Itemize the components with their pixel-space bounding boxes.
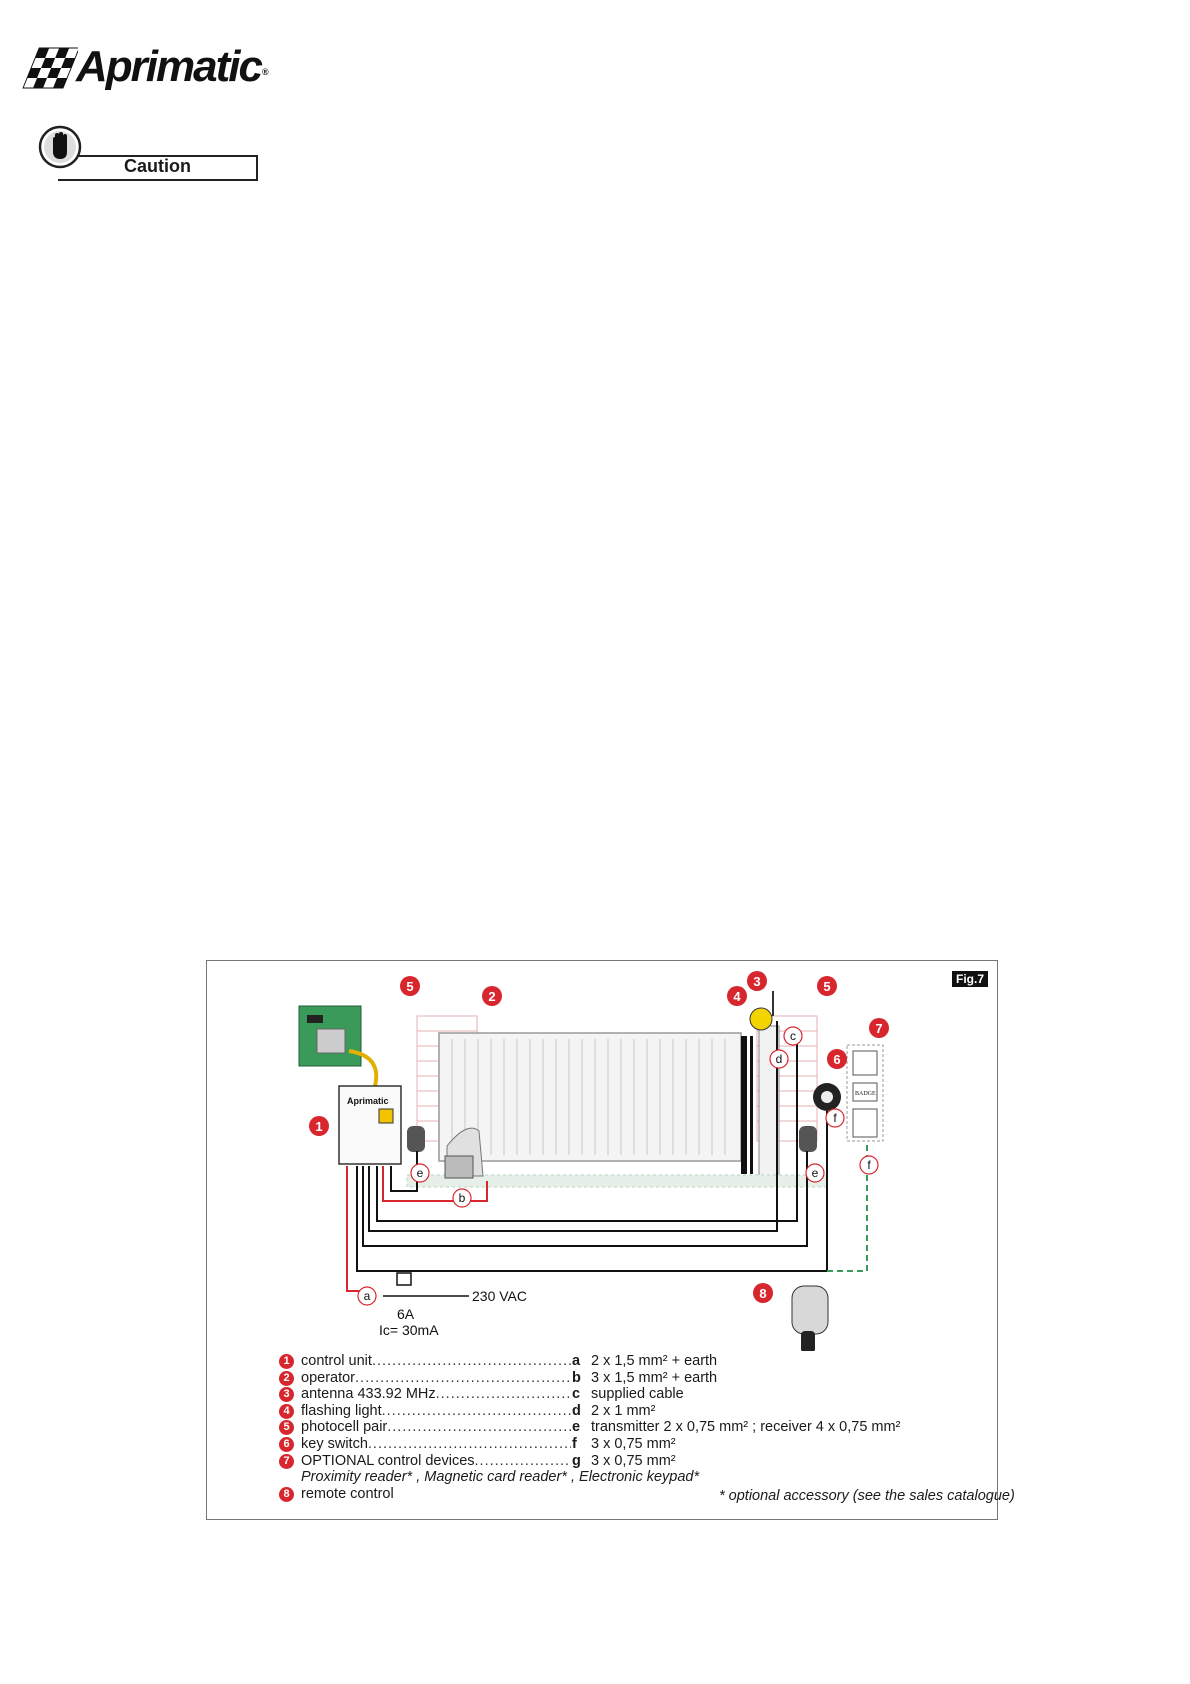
svg-text:e: e <box>416 1166 424 1180</box>
legend-spec: 2 x 1,5 mm² + earth <box>591 1353 718 1369</box>
legend-row <box>279 1370 979 1387</box>
svg-text:7: 7 <box>875 1021 883 1036</box>
optional-devices <box>847 1045 883 1141</box>
callout-d <box>770 1050 788 1068</box>
callout-3 <box>747 971 767 991</box>
legend-number: 1 <box>279 1354 294 1369</box>
panel-logo: Aprimatic <box>347 1096 389 1106</box>
aprimatic-logo <box>20 42 267 102</box>
svg-text:8: 8 <box>759 1286 767 1301</box>
svg-text:2: 2 <box>488 989 496 1004</box>
fuse-label: 6A <box>397 1306 415 1322</box>
svg-text:3: 3 <box>753 974 761 989</box>
callout-b <box>453 1189 471 1207</box>
legend-code: d <box>572 1402 581 1419</box>
figure-legend <box>279 1353 1015 1504</box>
callout-e-right <box>806 1164 824 1182</box>
photocell-right <box>799 1126 817 1152</box>
svg-text:5: 5 <box>406 979 414 994</box>
legend-code: a <box>572 1353 581 1369</box>
legend-item: OPTIONAL control devices ..... <box>301 1453 571 1470</box>
legend-number: 7 <box>279 1454 294 1469</box>
legend-item: antenna 433.92 MHz ..... <box>301 1386 571 1403</box>
callout-4 <box>727 986 747 1006</box>
legend-row <box>279 1436 979 1453</box>
legend-number: 3 <box>279 1387 294 1402</box>
svg-text:e: e <box>811 1166 819 1180</box>
callout-5-left <box>400 976 420 996</box>
legend-item: operator ..... <box>301 1370 571 1387</box>
flashing-light <box>750 1008 772 1030</box>
callout-f-key <box>826 1109 844 1127</box>
svg-text:1: 1 <box>315 1119 323 1134</box>
legend-row <box>279 1403 979 1420</box>
legend-item: remote control <box>301 1485 394 1502</box>
callout-f-optional <box>860 1156 878 1174</box>
legend-row <box>279 1419 979 1436</box>
legend-code: c <box>572 1386 581 1403</box>
svg-text:b: b <box>458 1191 466 1205</box>
svg-text:a: a <box>363 1289 371 1303</box>
ic-label: Ic= 30mA <box>379 1322 439 1338</box>
callout-6 <box>827 1049 847 1069</box>
legend-code: b <box>572 1369 581 1386</box>
wiring-diagram <box>207 961 997 1351</box>
legend-spec: 3 x 0,75 mm² <box>591 1452 676 1469</box>
voltage-label: 230 VAC <box>472 1288 527 1304</box>
legend-optional-row <box>279 1469 979 1486</box>
legend-code: f <box>572 1435 577 1452</box>
power-supply <box>383 1273 469 1296</box>
svg-text:5: 5 <box>823 979 831 994</box>
callout-1 <box>309 1116 329 1136</box>
figure-7 <box>206 960 1015 1520</box>
figure-tag: Fig.7 <box>952 971 988 987</box>
svg-text:f: f <box>867 1158 871 1172</box>
legend-row <box>279 1453 979 1470</box>
callout-e-left <box>411 1164 429 1182</box>
legend-row <box>279 1386 979 1403</box>
callout-2 <box>482 986 502 1006</box>
checkered-flag-icon <box>20 46 78 92</box>
svg-text:c: c <box>790 1029 796 1043</box>
svg-text:6: 6 <box>833 1052 841 1067</box>
legend-number: 6 <box>279 1437 294 1452</box>
legend-item: flashing light ..... <box>301 1403 571 1420</box>
caution-banner <box>38 125 260 183</box>
svg-text:f: f <box>833 1111 837 1125</box>
legend-item: key switch ..... <box>301 1436 571 1453</box>
callout-7 <box>869 1018 889 1038</box>
hand-stop-icon <box>38 125 84 171</box>
control-board <box>299 1006 376 1086</box>
callout-c <box>784 1027 802 1045</box>
legend-spec: supplied cable <box>591 1386 684 1403</box>
legend-spec: transmitter 2 x 0,75 mm² ; receiver 4 x 0,75 mm² <box>591 1419 901 1436</box>
svg-text:d: d <box>775 1052 783 1066</box>
legend-spec: 3 x 1,5 mm² + earth <box>591 1369 718 1386</box>
logo-wordmark: Aprimatic® <box>76 42 267 91</box>
badge-text: BADGE <box>855 1091 876 1097</box>
svg-text:4: 4 <box>733 989 741 1004</box>
callout-5-right <box>817 976 837 996</box>
legend-row <box>279 1353 979 1370</box>
legend-number: 4 <box>279 1404 294 1419</box>
control-box <box>339 1086 401 1164</box>
legend-spec: 2 x 1 mm² <box>591 1402 656 1419</box>
legend-number: 2 <box>279 1371 294 1386</box>
optional-devices-list: Proximity reader* , Magnetic card reader* , Electronic keypad* <box>301 1469 700 1486</box>
callout-8 <box>753 1283 773 1303</box>
legend-spec: 3 x 0,75 mm² <box>591 1435 676 1452</box>
legend-item: photocell pair ..... <box>301 1419 571 1436</box>
caution-label: Caution <box>124 156 191 176</box>
legend-code: e <box>572 1419 581 1436</box>
legend-row <box>279 1485 1015 1504</box>
photocell-left <box>407 1126 425 1152</box>
optional-accessory-note: * optional accessory (see the sales catalogue) <box>719 1487 1015 1504</box>
legend-item: control unit ..... <box>301 1353 571 1370</box>
remote-control <box>792 1286 828 1351</box>
callout-a <box>358 1287 376 1305</box>
legend-number: 8 <box>279 1487 294 1502</box>
legend-code: g <box>572 1452 581 1469</box>
legend-number: 5 <box>279 1420 294 1435</box>
